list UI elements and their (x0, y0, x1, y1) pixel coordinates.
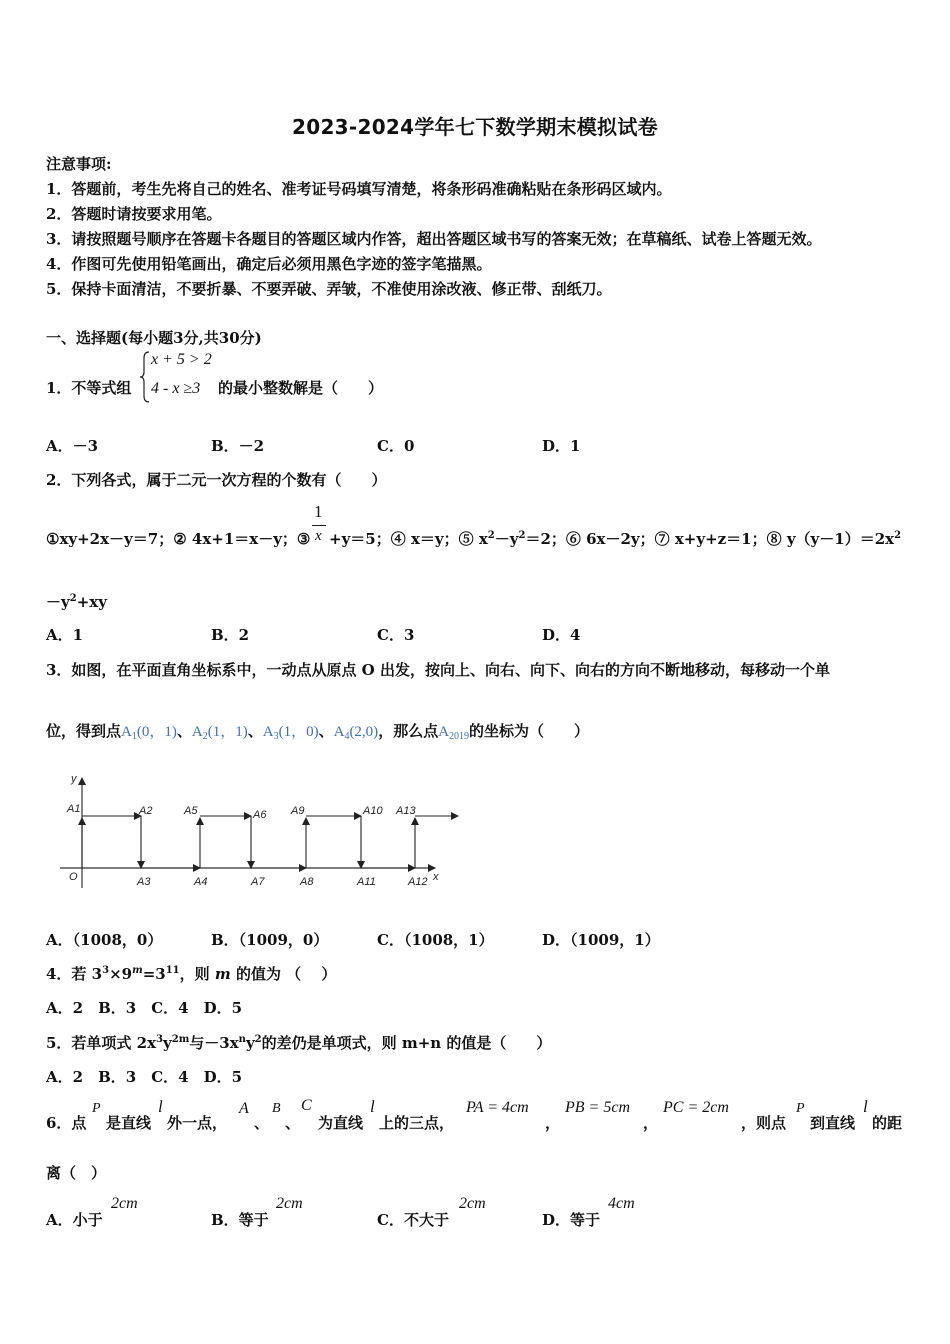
q6-option-a-value: 2cm (111, 1195, 138, 1212)
notice-item-4: 4．作图可先使用铅笔画出，确定后必须用黑色字迹的签字笔描黑。 (46, 255, 492, 273)
q2-option-a: A．1 (46, 626, 84, 644)
q6-part7: 到直线 (810, 1114, 856, 1132)
q6-line-l-3: l (863, 1097, 868, 1116)
label-a13: A13 (396, 805, 416, 817)
label-a6: A6 (253, 809, 267, 821)
label-a5: A5 (184, 805, 198, 817)
q2-fraction-numerator: 1 (314, 502, 323, 521)
q4-options: A．2 B．3 C．4 D．5 (46, 999, 243, 1017)
q6-point-a: A (239, 1100, 249, 1117)
q6-pa: PA = 4cm (466, 1099, 529, 1116)
label-a1: A1 (67, 803, 81, 815)
q6-line-l: l (158, 1097, 163, 1116)
q1-brace (139, 350, 151, 404)
q3-coordinate-figure (55, 768, 470, 898)
q2-option-c: C．3 (377, 626, 415, 644)
label-a2: A2 (139, 805, 153, 817)
q1-system-line1: x + 5 > 2 (151, 351, 212, 368)
q6-point-p: P (92, 1101, 101, 1116)
q2-fraction-denominator: x (315, 528, 322, 544)
q1-system-line2: 4 - x ≥3 (151, 380, 201, 397)
q6-point-c: C (301, 1097, 312, 1114)
q6-option-c: C．不大于 (377, 1211, 449, 1229)
q6-option-d: D．等于 (542, 1211, 601, 1229)
page-title: 2023-2024学年七下数学期末模拟试卷 (292, 115, 658, 139)
q2-line1-rest: +y＝5；④ x＝y；⑤ $x^2-y^2=2$；⑥ 6x－2y；⑦ x+y+z＝1；⑧ $y(y-1)=2x^2$ (329, 530, 902, 548)
label-a12: A12 (408, 876, 428, 888)
q5-options: A．2 B．3 C．4 D．5 (46, 1068, 243, 1086)
origin-label: O (69, 871, 78, 883)
q3-option-a: A．（1008，0） (46, 931, 163, 949)
q6-comma-1: ， (545, 1114, 561, 1132)
q6-part4: 为直线 (318, 1114, 364, 1132)
q1-option-d: D．1 (542, 437, 581, 455)
q6-option-d-value: 4cm (608, 1195, 635, 1212)
q6-part3: 外一点， (167, 1114, 228, 1132)
q6-part1: 6．点 (46, 1114, 87, 1132)
q6-option-a: A．小于 (46, 1211, 103, 1229)
notice-item-1: 1．答题前，考生先将自己的姓名、准考证号码填写清楚，将条形码准确粘贴在条形码区域内。 (46, 180, 672, 198)
label-a8: A8 (300, 876, 314, 888)
q1-prefix: 1．不等式组 (46, 379, 132, 397)
q2-line1-part1: ①xy+2x－y＝7；② 4x+1＝x－y；③ (46, 530, 311, 548)
q2-stem: 2．下列各式，属于二元一次方程的个数有（ ） (46, 471, 387, 489)
y-axis-label: y (71, 773, 77, 785)
q3-point-a1: $A_1(0$，1) (121, 724, 177, 742)
q6-option-b-value: 2cm (276, 1195, 303, 1212)
notice-item-2: 2．答题时请按要求用笔。 (46, 205, 222, 223)
q2-fraction-bar (312, 525, 326, 526)
x-axis-label: x (433, 871, 439, 883)
notice-heading: 注意事项: (46, 155, 112, 173)
q4-stem: 4．若 $3^3\times 9^m=3^{11}$，则 m 的值为 （ ） (46, 965, 337, 983)
q3-option-c: C．（1008，1） (377, 931, 494, 949)
q3-option-b: B．（1009，0） (211, 931, 329, 949)
q1-option-c: C．0 (377, 437, 415, 455)
q1-option-b: B．－2 (211, 437, 265, 455)
q6-pb: PB = 5cm (565, 1099, 630, 1116)
q3-option-d: D．（1009，1） (542, 931, 660, 949)
q2-option-d: D．4 (542, 626, 581, 644)
q6-part5: 上的三点， (379, 1114, 455, 1132)
q6-option-c-value: 2cm (459, 1195, 486, 1212)
section-heading: 一、选择题(每小题3分,共30分) (46, 329, 262, 347)
label-a4: A4 (194, 876, 208, 888)
q6-part8: 的距 (872, 1114, 903, 1132)
q6-point-b: B (272, 1101, 281, 1116)
q3-target-point: $A_{2019}$ (438, 724, 470, 742)
q3-line2: 位，得到点$A_1(0$，1)、$A_2(1$，1)、$A_3(1$，0)、$A_4(2,0)$，那么点$A_{2019}$的坐标为（ ） (46, 722, 590, 742)
q3-point-a2: $A_2(1$，1) (191, 724, 248, 742)
q6-sep-1: 、 (254, 1114, 270, 1132)
label-a10: A10 (363, 805, 383, 817)
q3-point-a4: $A_4(2,0)$ (333, 724, 379, 742)
q2-line2: $-y^2+xy$ (46, 593, 107, 611)
q1-suffix: 的最小整数解是（ ） (218, 379, 384, 397)
q6-pc: PC = 2cm (663, 1099, 729, 1116)
q6-sep-2: 、 (285, 1114, 301, 1132)
q6-option-b: B．等于 (211, 1211, 269, 1229)
q1-option-a: A．－3 (46, 437, 99, 455)
q6-part6: ，则点 (741, 1114, 787, 1132)
label-a11: A11 (357, 876, 376, 888)
q2-option-b: B．2 (211, 626, 250, 644)
q6-line2: 离（ ） (46, 1164, 107, 1182)
q6-comma-2: ， (643, 1114, 659, 1132)
q6-part2: 是直线 (106, 1114, 152, 1132)
label-a7: A7 (251, 876, 265, 888)
q6-point-p-2: P (796, 1101, 805, 1116)
notice-item-5: 5．保持卡面清洁，不要折暴、不要弄破、弄皱，不准使用涂改液、修正带、刮纸刀。 (46, 280, 612, 298)
q3-point-a3: $A_3(1$，0) (262, 724, 319, 742)
q5-stem: 5．若单项式 $2x^3y^{2m}$与$-3x^ny^2$的差仍是单项式，则 m+n 的值是（ ） (46, 1034, 552, 1052)
label-a3: A3 (137, 876, 151, 888)
q3-line1: 3．如图，在平面直角坐标系中，一动点从原点 O 出发，按向上、向右、向下、向右的方向不断地移动，每移动一个单 (46, 661, 830, 679)
label-a9: A9 (291, 805, 305, 817)
q6-line-l-2: l (370, 1097, 375, 1116)
notice-item-3: 3．请按照题号顺序在答题卡各题目的答题区域内作答，超出答题区域书写的答案无效；在草稿纸、试卷上答题无效。 (46, 230, 822, 248)
